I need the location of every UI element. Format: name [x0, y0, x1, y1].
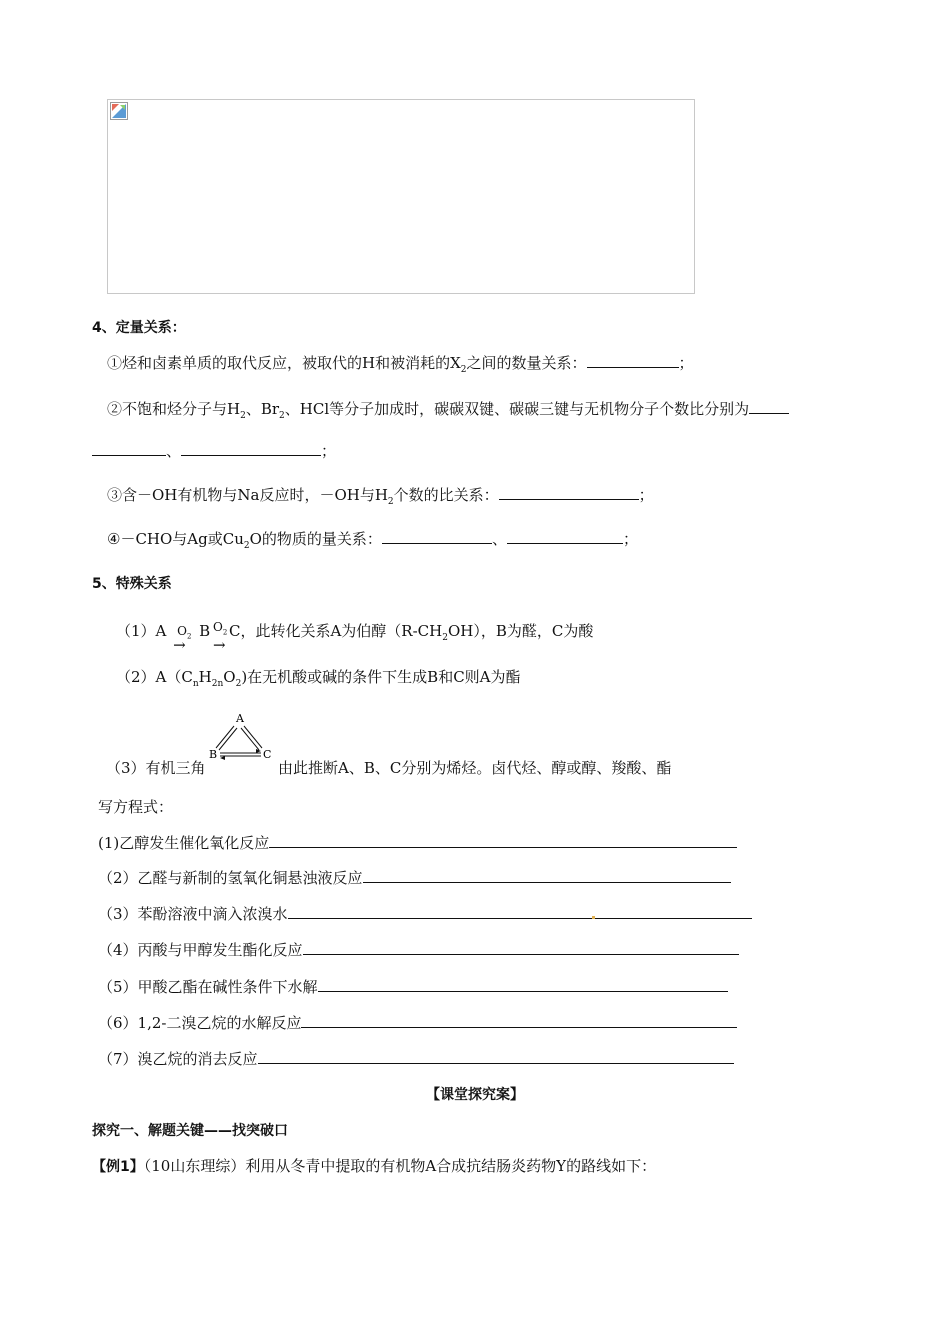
section4-heading: 4、定量关系： [92, 320, 186, 336]
quant-item-3-text-b: 个数的比关系： [393, 486, 499, 504]
special-2-text-b: )在无机酸或碱的条件下生成B和C则A为酯 [241, 668, 521, 686]
special-1-b: B [199, 622, 211, 640]
edge-ab-2 [219, 728, 237, 750]
equation-6 [98, 1012, 737, 1033]
example-1 [92, 1155, 656, 1176]
answer-blank[interactable] [181, 441, 321, 456]
special-1-c: C，此转化关系A为伯醇（R-CH [228, 622, 443, 640]
equation-2-label: （2）乙醛与新制的氢氧化铜悬浊液反应 [98, 869, 363, 887]
special-item-3-prefix: （3）有机三角 [106, 759, 206, 777]
equation-7-label: （7）溴乙烷的消去反应 [98, 1050, 258, 1068]
edge-ac-2 [241, 728, 259, 750]
subscript: 2 [387, 497, 394, 507]
quant-item-2 [107, 398, 789, 421]
equations-heading: 写方程式： [98, 798, 174, 816]
quant-item-3-text-a: ③含－OH有机物与Na反应时，－OH与H [107, 486, 388, 504]
answer-line[interactable] [269, 835, 737, 848]
subscript: 2 [243, 541, 250, 551]
answer-line[interactable] [301, 1015, 737, 1028]
equation-1-label: (1)乙醇发生催化氧化反应 [98, 834, 270, 852]
triangle-label-b: B [209, 748, 218, 761]
punct: 、 [166, 442, 182, 460]
h: H [198, 668, 212, 686]
section5-heading: 5、特殊关系 [92, 576, 172, 592]
equation-5 [98, 976, 728, 997]
quant-item-4-text-a: ④－CHO与Ag或Cu [107, 530, 244, 548]
o: O [223, 668, 236, 686]
equation-7 [98, 1048, 734, 1069]
image-placeholder [107, 99, 695, 294]
o2-label: O [212, 620, 223, 634]
special-1-text-a: （1）A [116, 622, 167, 640]
quant-item-2-text-c: 、HCl等分子加成时，碳碳双键、碳碳三键与无机物分子个数比分别为 [284, 400, 750, 418]
answer-blank[interactable] [749, 399, 789, 414]
triangle-label-a: A [236, 712, 244, 725]
equation-4-label: （4）丙酸与甲醇发生酯化反应 [98, 941, 303, 959]
punct: ； [622, 530, 638, 548]
equation-2 [98, 867, 731, 888]
quant-item-2-text-b: 、Br [245, 400, 280, 418]
broken-image-icon [110, 102, 128, 120]
punct: ； [638, 486, 654, 504]
quant-item-1-text: ①烃和卤素单质的取代反应，被取代的H和被消耗的X [107, 354, 461, 372]
subscript: 2 [235, 679, 242, 689]
punct: ； [321, 442, 337, 460]
quant-item-4 [107, 528, 638, 551]
subscript: n [192, 679, 199, 689]
quant-item-2-text-a: ②不饱和烃分子与H [107, 400, 241, 418]
quant-item-3 [107, 484, 654, 507]
example-1-label: 【例1】 [92, 1159, 144, 1175]
punct: ； [678, 354, 694, 372]
special-2-text-a: （2）A（C [116, 668, 193, 686]
triangle-label-c: C [263, 748, 272, 761]
equation-3 [98, 903, 752, 924]
answer-blank[interactable] [92, 441, 166, 456]
answer-line[interactable] [288, 906, 752, 919]
punct: 、 [491, 530, 507, 548]
equation-1 [98, 832, 737, 853]
subscript: 2 [240, 411, 246, 421]
special-item-2 [116, 666, 521, 689]
stray-mark [592, 916, 595, 919]
special-1-d: OH），B为醛，C为酸 [447, 622, 594, 640]
subscript: 2 [442, 633, 448, 643]
quant-item-4-text-b: O的物质的量关系： [249, 530, 382, 548]
o2-label: O [177, 624, 188, 638]
equation-6-label: （6）1,2-二溴乙烷的水解反应 [98, 1014, 302, 1032]
subscript: 2 [279, 411, 285, 421]
classroom-title: 【课堂探究案】 [426, 1087, 524, 1103]
subscript: 2 [460, 365, 467, 375]
quant-item-1-tail: 之间的数量关系： [466, 354, 587, 372]
answer-line[interactable] [318, 979, 728, 992]
answer-line[interactable] [363, 870, 731, 883]
quant-item-2-cont [92, 440, 336, 461]
answer-blank[interactable] [587, 353, 679, 368]
special-item-3-text: 由此推断A、B、C分别为烯烃。卤代烃、醇或醇、羧酸、酯 [278, 759, 672, 777]
answer-blank[interactable] [499, 485, 639, 500]
answer-blank[interactable] [507, 529, 623, 544]
equation-4 [98, 939, 739, 960]
quant-item-1 [107, 352, 694, 375]
subscript: 2 [187, 632, 192, 641]
answer-blank[interactable] [382, 529, 492, 544]
answer-line[interactable] [303, 942, 739, 955]
subscript: 2n [211, 679, 224, 689]
equation-3-label: （3）苯酚溶液中滴入浓溴水 [98, 905, 288, 923]
subscript: 2 [222, 628, 228, 637]
organic-triangle-diagram [206, 712, 276, 768]
arrowhead-cb [220, 756, 225, 760]
answer-line[interactable] [258, 1051, 734, 1064]
equation-5-label: （5）甲酸乙酯在碱性条件下水解 [98, 978, 318, 996]
edge-ab [216, 726, 234, 748]
explore-1-heading: 探究一、解题关键——找突破口 [92, 1123, 288, 1139]
edge-ac [244, 726, 262, 748]
special-item-1: （1）A $O_2$ → B $O_2$ → C，此转化关系A为伯醇$(R-CH_2OH)$，B为醛，C为酸 [116, 620, 594, 654]
example-1-text: （10山东理综）利用从冬青中提取的有机物A合成抗结肠炎药物Y的路线如下： [143, 1157, 657, 1175]
